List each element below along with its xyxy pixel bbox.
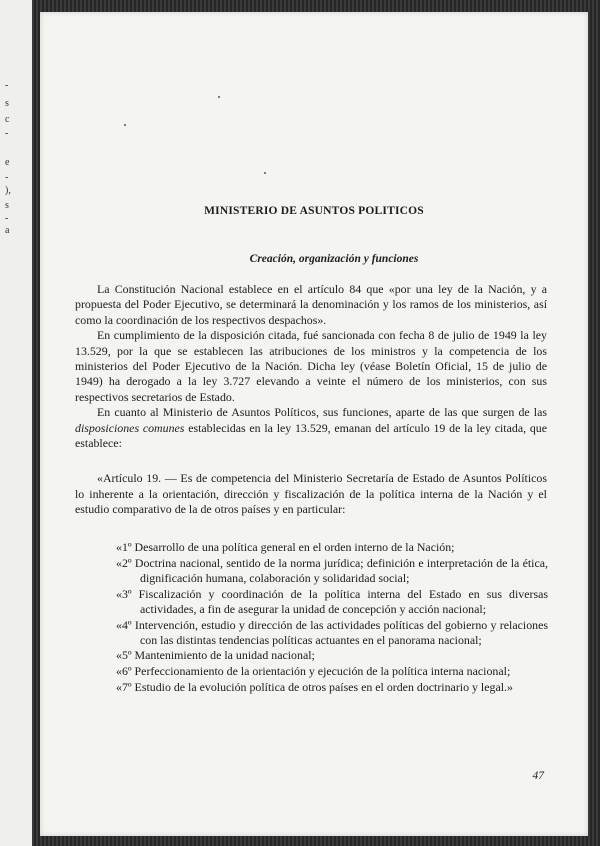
margin-mark: ), (5, 185, 11, 196)
article-items-list (116, 540, 548, 696)
paragraph: La Constitución Nacional establece en el artículo 84 que «por una ley de la Nación, y a propuesta del Poder Ejecutivo, se determinará la denominación y los ramos de los ministerios, así como la coordinación de los respectivos despachos». (75, 282, 547, 327)
document-page (40, 12, 588, 836)
list-item: «2º Doctrina nacional, sentido de la norma jurídica; definición e interpretación de la ética, dignificación humana, colaboración y solidaridad social; (116, 555, 548, 585)
margin-mark: c (5, 114, 10, 125)
emphasis-text: disposiciones comunes (75, 420, 185, 435)
margin-mark: a (5, 225, 10, 236)
paragraph-text: En cuanto al Ministerio de Asuntos Políticos, sus funciones, aparte de las que surgen de las (97, 405, 547, 420)
paragraph: En cumplimiento de la disposición citada, fué sancionada con fecha 8 de julio de 1949 la ley 13.529, por la que se establecen las atribuciones de los ministros y la competencia de los ministerios del Poder Ejecutivo de la Nación. Dicha ley (véase Boletín Oficial, 15 de julio de 1949) ha derogado a la ley 3.727 elevando a veinte el número de los ministerios, con sus respectivos secretarios de Estado. (75, 328, 547, 404)
adjacent-page-margin (0, 0, 32, 846)
margin-mark: - (5, 172, 9, 183)
list-item: «3º Fiscalización y coordinación de la política interna del Estado en sus diversas actividades, a fin de asegurar la unidad de concepción y acción nacional; (116, 586, 548, 616)
list-item: «1º Desarrollo de una política general en el orden interno de la Nación; (116, 540, 455, 554)
list-item: «7º Estudio de la evolución política de otros países en el orden doctrinario y legal.» (116, 679, 513, 694)
margin-mark: s (5, 200, 9, 211)
list-item: «4º Intervención, estudio y dirección de las actividades políticas del gobierno y relaciones con las distintas tendencias políticas actuantes en el panorama nacional; (116, 617, 548, 647)
list-item: «5º Mantenimiento de la unidad nacional; (116, 648, 315, 663)
scan-speck (124, 124, 126, 126)
section-subtitle: Creación, organización y funciones (249, 253, 419, 265)
margin-mark: s (5, 98, 9, 109)
page-title: MINISTERIO DE ASUNTOS POLITICOS (204, 205, 424, 217)
scan-speck (264, 172, 266, 174)
scan-speck (218, 96, 220, 98)
article-intro: «Artículo 19. — Es de competencia del Ministerio Secretaría de Estado de Asuntos Políticos lo inherente a la orientación, dirección y fiscalización de la política interna de la Nación y el estudio comparativo de la de otros países y en particular: (75, 471, 547, 517)
paragraph-text: establecidas en la ley 13.529, emanan del artículo 19 de la ley citada, que establece: (75, 420, 547, 451)
body-text (75, 282, 547, 518)
margin-mark: e (5, 157, 10, 168)
margin-mark: - (5, 213, 9, 224)
list-item: «6º Perfeccionamiento de la orientación y ejecución de la política interna nacional; (116, 664, 511, 679)
margin-mark: - (5, 80, 9, 91)
margin-mark: - (5, 128, 9, 139)
page-number: 47 (532, 770, 544, 782)
paragraph (75, 405, 547, 451)
